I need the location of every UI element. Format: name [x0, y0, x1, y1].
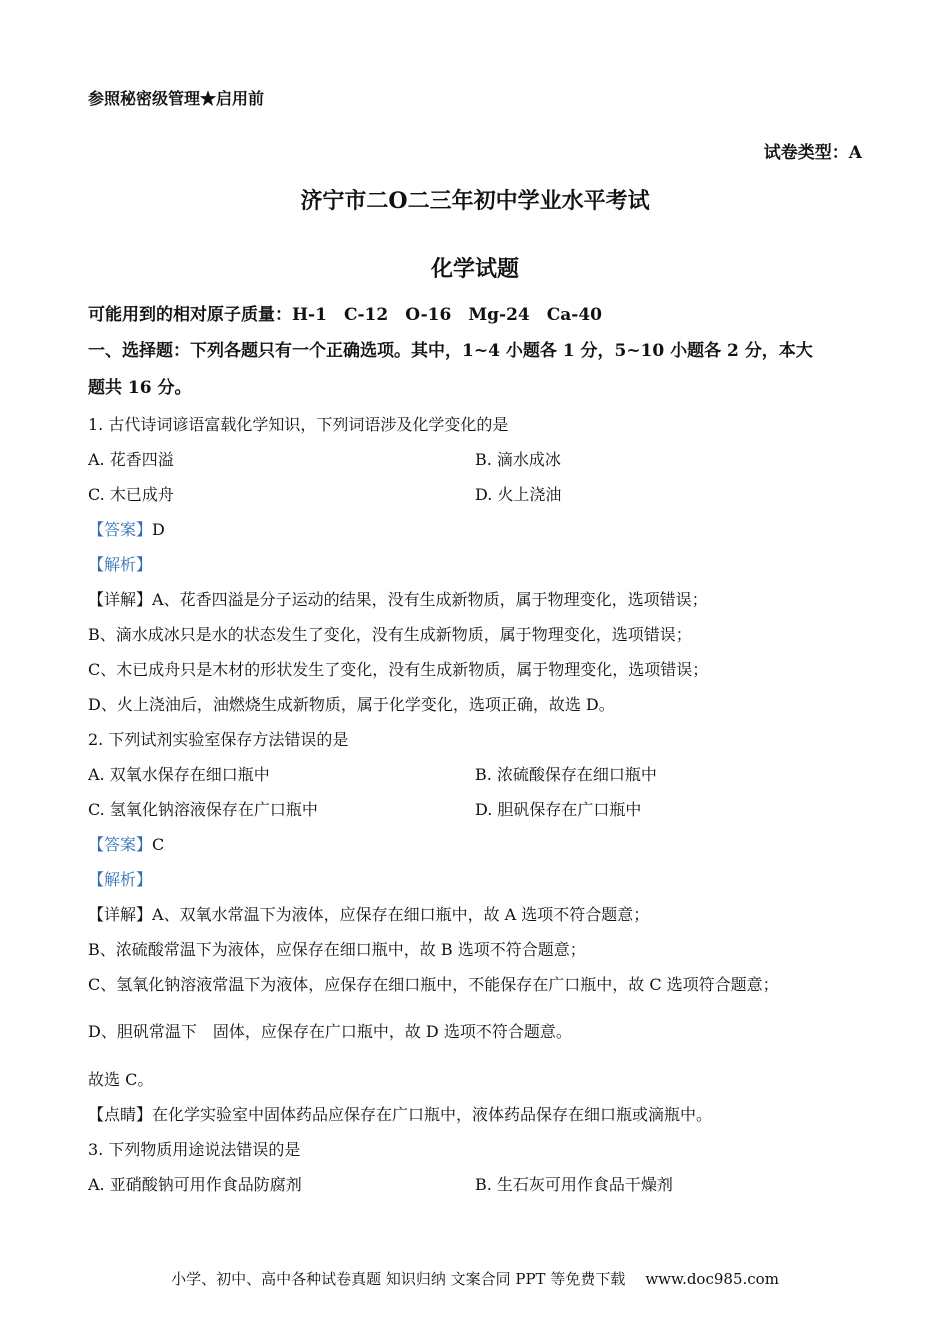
q2-detail3: C、氢氧化钠溶液常温下为液体，应保存在细口瓶中，不能保存在广口瓶中，故 C 选项符合题意； — [88, 975, 779, 994]
q2-comment — [88, 1104, 712, 1126]
detail-tag: 【详解】 — [88, 905, 153, 924]
q2-answer — [88, 834, 164, 856]
atomic-masses: 可能用到的相对原子质量：H-1 C-12 O-16 Mg-24 Ca-40 — [88, 305, 603, 325]
q1-option-d: D. 火上浇油 — [475, 485, 562, 504]
q3-option-b: B. 生石灰可用作食品干燥剂 — [475, 1175, 673, 1194]
q1-detail4: D、火上浇油后，油燃烧生成新物质，属于化学变化，选项正确，故选 D。 — [88, 695, 615, 714]
footer-url[interactable]: www.doc985.com — [645, 1270, 779, 1288]
detail-tag: 【详解】 — [88, 590, 153, 609]
footer-text: 小学、初中、高中各种试卷真题 知识归纳 文案合同 PPT 等免费下载 — [171, 1270, 626, 1288]
q2-detail2: B、浓硫酸常温下为液体，应保存在细口瓶中，故 B 选项不符合题意； — [88, 940, 586, 959]
q2-stem: 2. 下列试剂实验室保存方法错误的是 — [88, 730, 349, 749]
answer-value: C — [152, 835, 165, 854]
detail-text: A、双氧水常温下为液体，应保存在细口瓶中，故 A 选项不符合题意； — [152, 905, 650, 924]
q2-option-d: D. 胆矾保存在广口瓶中 — [475, 800, 642, 819]
q2-analysis-tag: 【解析】 — [88, 870, 153, 889]
section-heading-line2: 题共 16 分。 — [88, 378, 192, 398]
q2-conclusion: 故选 C。 — [88, 1070, 154, 1089]
q3-option-a: A. 亚硝酸钠可用作食品防腐剂 — [88, 1175, 302, 1194]
detail-text: A、花香四溢是分子运动的结果，没有生成新物质，属于物理变化，选项错误； — [152, 590, 708, 609]
exam-title: 济宁市二O二三年初中学业水平考试 — [300, 188, 650, 214]
q2-option-a: A. 双氧水保存在细口瓶中 — [88, 765, 270, 784]
q3-stem: 3. 下列物质用途说法错误的是 — [88, 1140, 301, 1159]
q1-stem: 1. 古代诗词谚语富载化学知识，下列词语涉及化学变化的是 — [88, 415, 509, 434]
page-footer — [0, 1268, 950, 1289]
answer-tag: 【答案】 — [88, 520, 153, 539]
q1-detail2: B、滴水成冰只是水的状态发生了变化，没有生成新物质，属于物理变化，选项错误； — [88, 625, 692, 644]
q2-detail1 — [88, 904, 649, 926]
q1-option-b: B. 滴水成冰 — [475, 450, 561, 469]
section-heading-line1: 一、选择题：下列各题只有一个正确选项。其中，1~4 小题各 1 分，5~10 小题各 2 分，本大 — [88, 341, 813, 361]
q1-option-c: C. 木已成舟 — [88, 485, 174, 504]
q2-option-b: B. 浓硫酸保存在细口瓶中 — [475, 765, 657, 784]
q1-option-a: A. 花香四溢 — [88, 450, 174, 469]
paper-type: 试卷类型：A — [763, 143, 862, 163]
q2-detail4: D、胆矾常温下 固体，应保存在广口瓶中，故 D 选项不符合题意。 — [88, 1022, 572, 1041]
q1-answer — [88, 519, 165, 541]
comment-tag: 【点睛】 — [88, 1105, 153, 1124]
confidential-note: 参照秘密级管理★启用前 — [88, 89, 265, 108]
q1-analysis-tag: 【解析】 — [88, 555, 153, 574]
q2-option-c: C. 氢氧化钠溶液保存在广口瓶中 — [88, 800, 318, 819]
answer-value: D — [152, 520, 165, 539]
answer-tag: 【答案】 — [88, 835, 153, 854]
subject-title: 化学试题 — [430, 256, 519, 282]
q1-detail3: C、木已成舟只是木材的形状发生了变化，没有生成新物质，属于物理变化，选项错误； — [88, 660, 709, 679]
q1-detail1 — [88, 589, 708, 611]
comment-text: 在化学实验室中固体药品应保存在广口瓶中，液体药品保存在细口瓶或滴瓶中。 — [152, 1105, 713, 1124]
